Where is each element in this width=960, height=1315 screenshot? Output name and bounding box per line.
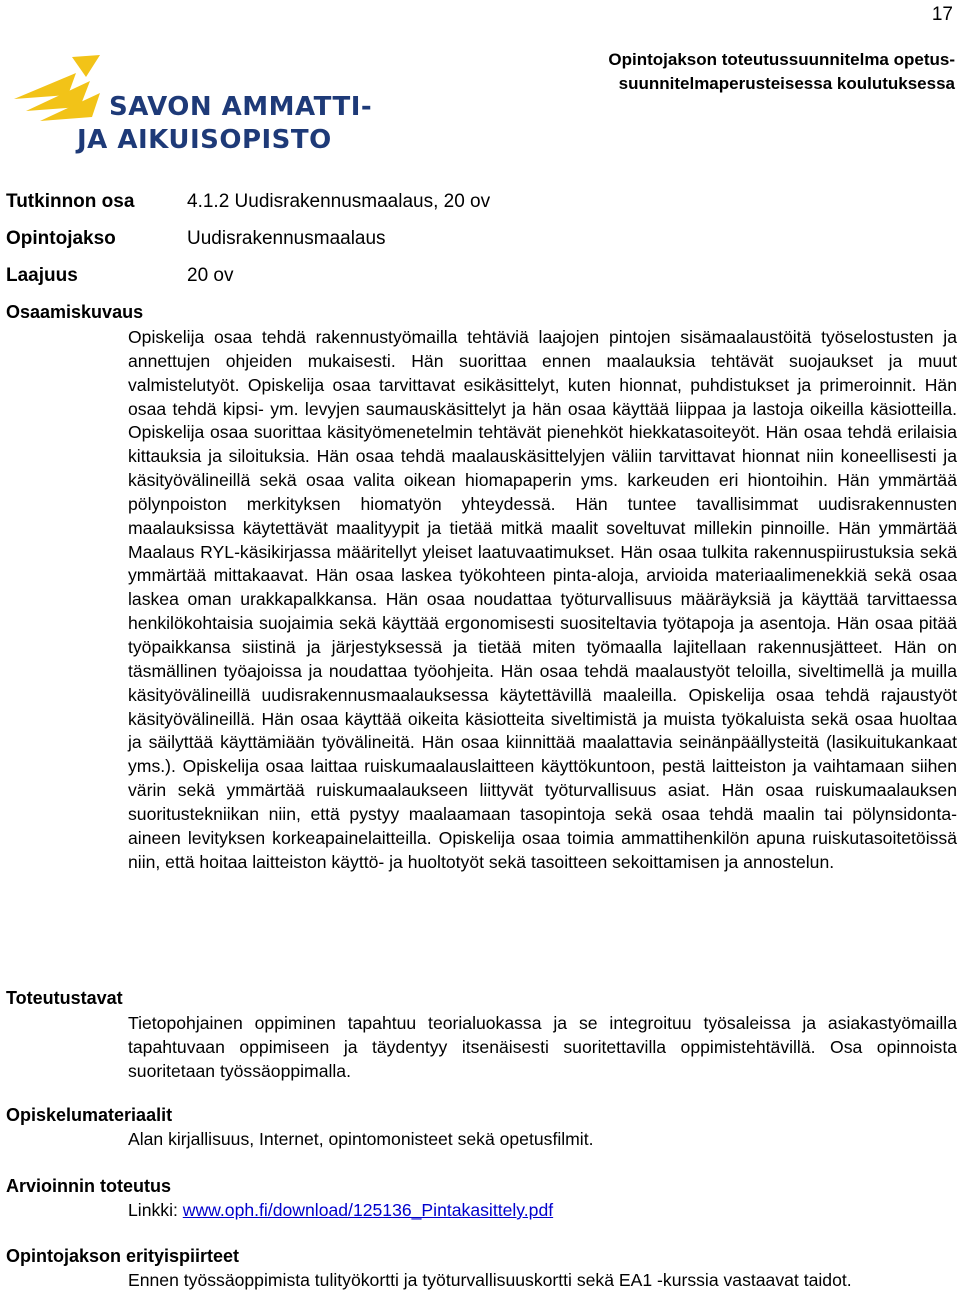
info-value: 20 ov: [187, 265, 234, 286]
document-header-title: [485, 48, 955, 96]
info-label: Tutkinnon osa: [6, 191, 135, 212]
arvioinnin-toteutus-text: [128, 1199, 957, 1223]
section-heading-toteutustavat: Toteutustavat: [6, 988, 123, 1008]
info-value: Uudisrakennusmaalaus: [187, 228, 386, 249]
logo-wings-icon: [14, 55, 114, 125]
info-value: 4.1.2 Uudisrakennusmaalaus, 20 ov: [187, 191, 491, 212]
section-heading-opiskelumateriaalit: Opiskelumateriaalit: [6, 1105, 173, 1125]
link-prefix: Linkki:: [128, 1200, 183, 1220]
info-label: Opintojakso: [6, 228, 116, 249]
toteutustavat-text: Tietopohjainen oppiminen tapahtuu teorialuokassa ja se integroituu työsaleissa ja asiakastyömailla tapahtuvaan oppimiseen ja täydentyy itsenäisesti suoritettavilla oppimistehtävillä. Osa opinnoista suoritetaan työssäoppimalla.: [128, 1013, 957, 1081]
savon-ammatti-logo: [14, 55, 373, 160]
opiskelumateriaalit-text: Alan kirjallisuus, Internet, opintomonisteet sekä opetusfilmit.: [128, 1129, 594, 1149]
header-title-line-2: suunnitelmaperusteisessa koulutuksessa: [618, 74, 955, 93]
erityispiirteet-text: Ennen työssäoppimista tulityökortti ja työturvallisuuskortti sekä EA1 -kurssia vastaavat taidot.: [128, 1270, 852, 1290]
logo-text-line-2: JA AIKUISOPISTO: [77, 125, 332, 155]
section-heading-erityispiirteet: Opintojakson erityispiirteet: [6, 1246, 240, 1266]
info-label: Laajuus: [6, 265, 78, 286]
section-heading-osaamiskuvaus: Osaamiskuvaus: [6, 302, 144, 322]
osaamiskuvaus-text: Opiskelija osaa tehdä rakennustyömailla tehtäviä laajojen pintojen sisämaalaustöitä työselostusten ja annettujen ohjeiden mukaisesti. Hän suorittaa ennen maalauksia tehtävät suojaukset ja muut valmistelutyöt. Opiskelija osaa tarvittavat esikäsittelyt, kuten hionnat, puhdistukset ja primeroinnit. Hän osaa tehdä kipsi- ym. levyjen saumauskäsittelyt ja hän osaa käyttää liippaa ja lastoja oikeilla käsiotteilla. Opiskelija osaa suorittaa käsityömenetelmin tehtävät pienehköt hiekkatasoiteyöt. Hän osaa tehdä erilaisia kittauksia ja siloituksia. Hän osaa tehdä maalauskäsittelyjen väliin tarvittavat hionnat niin koneellisesti ja käsityövälineillä sekä osaa valita oikean hiomapaperin yms. karkeuden eri hiontoihin. Hän ymmärtää pölynpoiston merkityksen hiomatyön yhteydessä. Hän tuntee tavallisimmat uudisrakennusten maalauksissa käytettävät maalityypit ja tietää mitkä maalit soveltuvat millekin pinnoille. Hän ymmärtää Maalaus RYL-käsikirjassa määritellyt yleiset laatuvaatimukset. Hän osaa tulkita rakennuspiirustuksia sekä ymmärtää mittakaavat. Hän osaa laskea työkohteen pinta-aloja, arvioida materiaalimenekkiä sekä osaa laskea oman urakkapalkkansa. Hän osaa noudattaa työturvallisuus määräyksiä ja käyttää tarvittaessa henkilökohtaisia suojaimia sekä käyttää ergonomisesti suositeltavia työtapoja ja asentoja. Hän osaa pitää työpaikkansa siistinä ja järjestyksessä ja tietää miten työmaalla lajitellaan rakennusjätteet. Hän on täsmällinen työajoissa ja noudattaa työohjeita. Hän osaa tehdä maalaustyöt teloilla, siveltimellä ja muilla käsityövälineillä uudisrakennusmaalauksessa käytettävillä maaleilla. Opiskelija osaa tehdä rajaustyöt käsityövälineillä. Hän osaa käyttää oikeita käsiotteita siveltimistä ja muista työkaluista sekä osaa huoltaa ja säilyttää käyttämiään työvälineitä. Hän osaa kiinnittää maalattavia seinänpäällysteitä (lasikuitukankaat yms.). Opiskelija osaa laittaa ruiskumaalauslaitteen käyttökuntoon, pestä laitteiston ja vaihtamaan siihen värin sekä ymmärtää ruiskumaalaukseen liittyvät työturvallisuus asiat. Hän osaa ruiskumaalauksen suoritustekniikan niin, että pystyy maalaamaan tasopintoja sekä osaa tehdä maalin tai pölynsidonta-aineen levityksen korkeapainelaitteilla. Opiskelija osaa toimia ammattihenkilön apuna ruiskutasoitetöissä niin, että hoitaa laitteiston käyttö- ja huoltotyöt sekä tasoitteen sekoittamisen ja annostelun.: [128, 327, 957, 872]
header-title-line-1: Opintojakson toteutussuunnitelma opetus-: [608, 50, 955, 69]
page-number: 17: [931, 4, 953, 25]
oph-pdf-link[interactable]: www.oph.fi/download/125136_Pintakasittely.pdf: [182, 1200, 554, 1220]
logo-text-line-1: SAVON AMMATTI-: [109, 92, 373, 122]
section-heading-arvioinnin-toteutus: Arvioinnin toteutus: [6, 1176, 171, 1196]
